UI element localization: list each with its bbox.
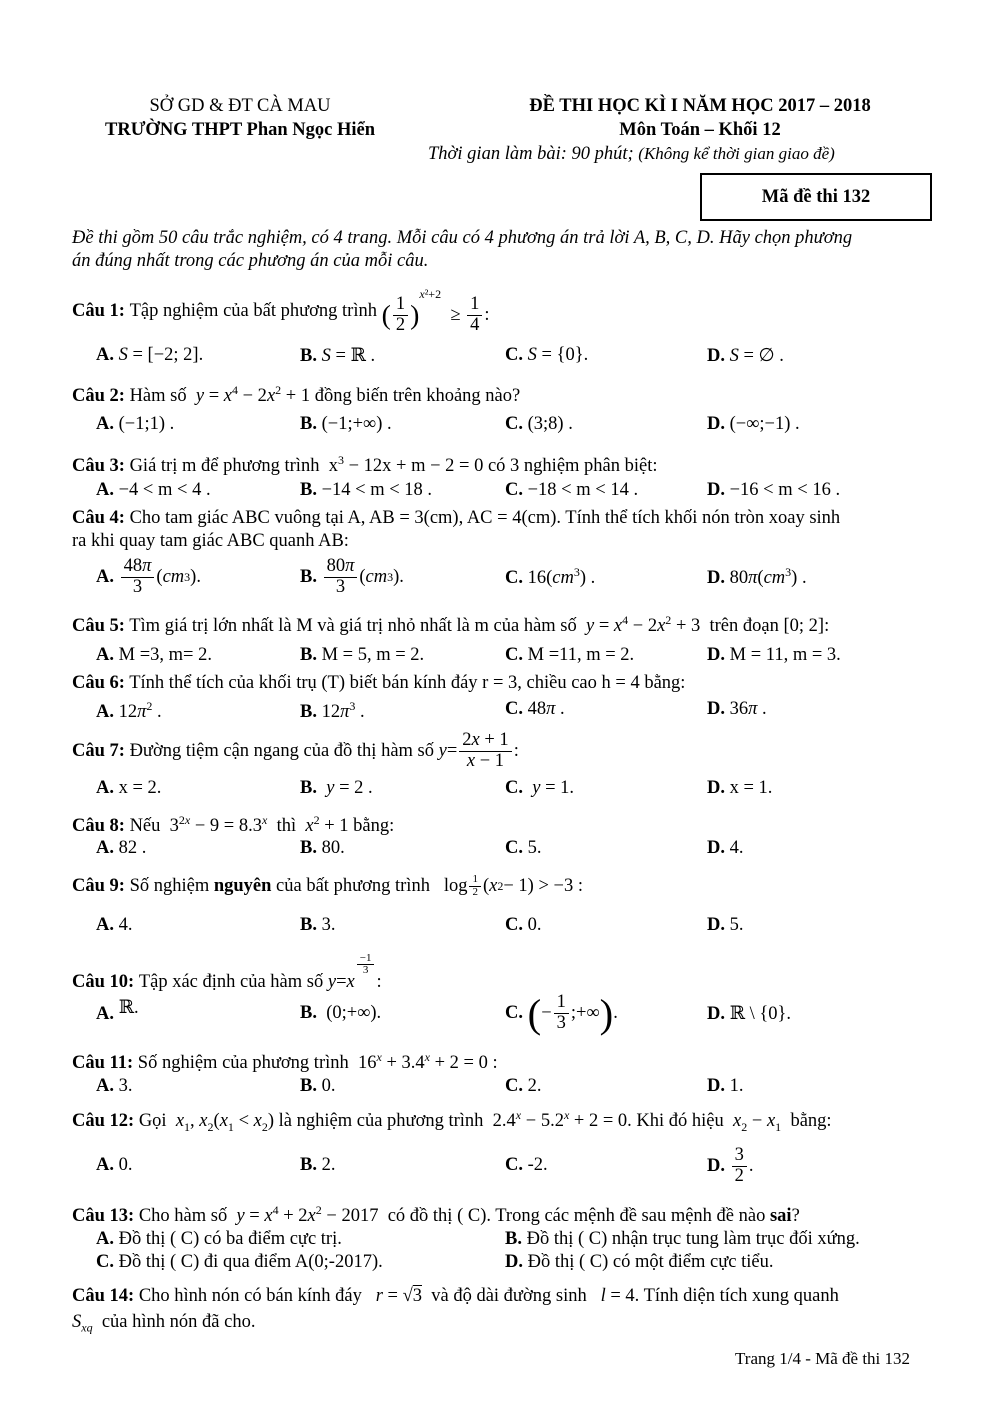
question-6: Câu 6: Tính thể tích của khối trụ (T) biết bán kính đáy r = 3, chiều cao h = 4 bằng: <box>72 673 686 693</box>
q11-answer-a[interactable]: A. 3. <box>96 1076 133 1096</box>
question-14: Câu 14: Cho hình nón có bán kính đáy r = √3 và độ dài đường sinh l = 4. Tính diện tích xung quanh <box>72 1286 839 1306</box>
q5-answer-a[interactable]: A. M =3, m= 2. <box>96 645 212 665</box>
q1-answer-c[interactable]: C. S = {0}. <box>505 345 589 365</box>
q9-answer-c[interactable]: C. 0. <box>505 915 542 935</box>
q7-answer-c[interactable]: C. y = 1. <box>505 778 575 798</box>
question-1: Câu 1: Tập nghiệm của bất phương trình ( $\frac{1}{2}$ )$^{x^2+2}$ ≥ $\frac{1}{4}$ : <box>72 286 490 335</box>
exam-code-box: Mã đề thi 132 <box>700 173 932 221</box>
q7-answer-a[interactable]: A. x = 2. <box>96 778 162 798</box>
q3-answer-c[interactable]: C. −18 < m < 14 . <box>505 480 639 500</box>
q13-answer-a[interactable]: A. Đồ thị ( C) có ba điểm cực trị. <box>96 1229 342 1249</box>
q10-answer-c[interactable]: C. ( − $\frac{1}{3}$ ;+∞ ) . <box>505 990 618 1036</box>
question-14-line-2: $S_{xq}$ của hình nón đã cho. <box>72 1312 256 1335</box>
q3-answer-b[interactable]: B. −14 < m < 18 . <box>300 480 433 500</box>
exam-title: ĐỀ THI HỌC KÌ I NĂM HỌC 2017 – 2018 <box>529 96 871 116</box>
question-9: Câu 9: Số nghiệm nguyên của bất phương trình log $\frac{1}{2}$ ( x 2 − 1) > −3 : <box>72 872 583 898</box>
q13-answer-c[interactable]: C. Đồ thị ( C) đi qua điểm A(0;-2017). <box>96 1252 383 1272</box>
q1-formula: ( $\frac{1}{2}$ )$^{x^2+2}$ ≥ $\frac{1}{4}$ : <box>381 286 490 335</box>
q11-answer-b[interactable]: B. 0. <box>300 1076 336 1096</box>
question-2: Câu 2: Hàm số $y = x^4 - 2x^2 + 1$ đồng biến trên khoảng nào? <box>72 383 521 407</box>
q8-answer-d[interactable]: D. 4. <box>707 838 744 858</box>
q12-answer-b[interactable]: B. 2. <box>300 1155 336 1175</box>
question-13: Câu 13: Cho hàm số $y = x^4 + 2x^2 - 2017$ có đồ thị ( C). Trong các mệnh đề sau mệnh đề nào sai? <box>72 1203 800 1227</box>
subject-title: Môn Toán – Khối 12 <box>619 120 781 140</box>
time-italic: Thời gian làm bài: 90 phút; <box>428 144 634 164</box>
q12-answer-c[interactable]: C. -2. <box>505 1155 548 1175</box>
q6-answer-d[interactable]: D. 36π . <box>707 699 767 719</box>
q6-answer-b[interactable]: B. $12\pi^3$ . <box>300 699 365 723</box>
q9-answer-d[interactable]: D. 5. <box>707 915 744 935</box>
q3-answer-d[interactable]: D. −16 < m < 16 . <box>707 480 841 500</box>
department-name: SỞ GD & ĐT CÀ MAU <box>149 96 331 116</box>
time-note: (Không kể thời gian giao đề) <box>638 144 835 163</box>
q10-answer-d[interactable]: D. ℝ \ {0}. <box>707 1004 792 1024</box>
q5-answer-c[interactable]: C. M =11, m = 2. <box>505 645 635 665</box>
q12-answer-a[interactable]: A. 0. <box>96 1155 133 1175</box>
q2-answer-a[interactable]: A. (−1;1) . <box>96 414 175 434</box>
q10-answer-b[interactable]: B. (0;+∞). <box>300 1003 382 1023</box>
q9-answer-a[interactable]: A. 4. <box>96 915 133 935</box>
q6-answer-a[interactable]: A. $12\pi^2$ . <box>96 699 162 723</box>
intro-line-2: án đúng nhất trong các phương án của mỗi câu. <box>72 251 429 271</box>
q9-answer-b[interactable]: B. 3. <box>300 915 336 935</box>
q5-answer-b[interactable]: B. M = 5, m = 2. <box>300 645 425 665</box>
question-11: Câu 11: Số nghiệm của phương trình $16^x + 3.4^x + 2 = 0$ : <box>72 1050 498 1074</box>
q2-answer-d[interactable]: D. (−∞;−1) . <box>707 414 800 434</box>
q7-answer-b[interactable]: B. y = 2 . <box>300 778 373 798</box>
q11-answer-c[interactable]: C. 2. <box>505 1076 542 1096</box>
q7-answer-d[interactable]: D. x = 1. <box>707 778 773 798</box>
q2-answer-b[interactable]: B. (−1;+∞) . <box>300 414 392 434</box>
page-footer: Trang 1/4 - Mã đề thi 132 <box>735 1349 911 1368</box>
q6-answer-c[interactable]: C. 48π . <box>505 699 565 719</box>
q8-answer-b[interactable]: B. 80. <box>300 838 345 858</box>
question-12: Câu 12: Gọi $x_1$, $x_2(x_1 < x_2)$ là nghiệm của phương trình $2.4^x - 5.2^x + 2 = 0$. Khi đó hiệu $x_2 - x_1$ bằng: <box>72 1108 832 1134</box>
q3-answer-a[interactable]: A. −4 < m < 4 . <box>96 480 211 500</box>
q8-answer-a[interactable]: A. 82 . <box>96 838 147 858</box>
q11-answer-d[interactable]: D. 1. <box>707 1076 744 1096</box>
q13-answer-d[interactable]: D. Đồ thị ( C) có một điểm cực tiểu. <box>505 1252 774 1272</box>
q5-answer-d[interactable]: D. M = 11, m = 3. <box>707 645 841 665</box>
q4-answer-d[interactable]: D. $80\pi(cm^3)$ . <box>707 565 807 589</box>
q1-answer-b[interactable]: B. S = ℝ . <box>300 346 376 366</box>
q13-answer-b[interactable]: B. Đồ thị ( C) nhận trục tung làm trục đối xứng. <box>505 1229 860 1249</box>
q2-answer-c[interactable]: C. (3;8) . <box>505 414 573 434</box>
q4-answer-b[interactable]: B. $\frac{80\pi}{3}$ ( cm 3 ). <box>300 556 404 597</box>
question-8: Câu 8: Nếu $3^{2x} - 9 = 8.3^x$ thì $x^2 + 1$ bằng: <box>72 813 395 837</box>
question-3: Câu 3: Giá trị m để phương trình $x^3 - 12x + m - 2 = 0$ có 3 nghiệm phân biệt: <box>72 453 658 477</box>
q1-answer-d[interactable]: D. S = ∅ . <box>707 346 784 366</box>
q8-answer-c[interactable]: C. 5. <box>505 838 542 858</box>
time-info <box>428 144 835 165</box>
q12-answer-d[interactable]: D. $\frac{3}{2}$ . <box>707 1145 754 1186</box>
question-7: Câu 7: Đường tiệm cận ngang của đồ thị hàm số y = $\frac{2x + 1}{x - 1}$ : <box>72 730 519 771</box>
q4-answer-a[interactable]: A. $\frac{48\pi}{3}$ ( cm 3 ). <box>96 556 201 597</box>
question-4: Câu 4: Cho tam giác ABC vuông tại A, AB = 3(cm), AC = 4(cm). Tính thể tích khối nón tròn xoay sinh <box>72 508 841 528</box>
question-10: Câu 10: Tập xác định của hàm số y = x $\frac{-1}{3}$ : <box>72 951 382 992</box>
question-4-line-2: ra khi quay tam giác ABC quanh AB: <box>72 531 349 551</box>
school-name: TRƯỜNG THPT Phan Ngọc Hiển <box>105 120 375 140</box>
intro-line-1: Đề thi gồm 50 câu trắc nghiệm, có 4 trang. Mỗi câu có 4 phương án trả lời A, B, C, D. Hãy chọn phương <box>72 228 853 248</box>
q4-answer-c[interactable]: C. $16(cm^3)$ . <box>505 565 596 589</box>
question-5: Câu 5: Tìm giá trị lớn nhất là M và giá trị nhỏ nhất là m của hàm số $y = x^4 - 2x^2 + 3$ trên đoạn [0; 2]: <box>72 613 830 637</box>
q1-answer-a[interactable]: A. S = [−2; 2]. <box>96 345 204 365</box>
q10-answer-a[interactable]: A. ℝ. <box>96 998 139 1024</box>
